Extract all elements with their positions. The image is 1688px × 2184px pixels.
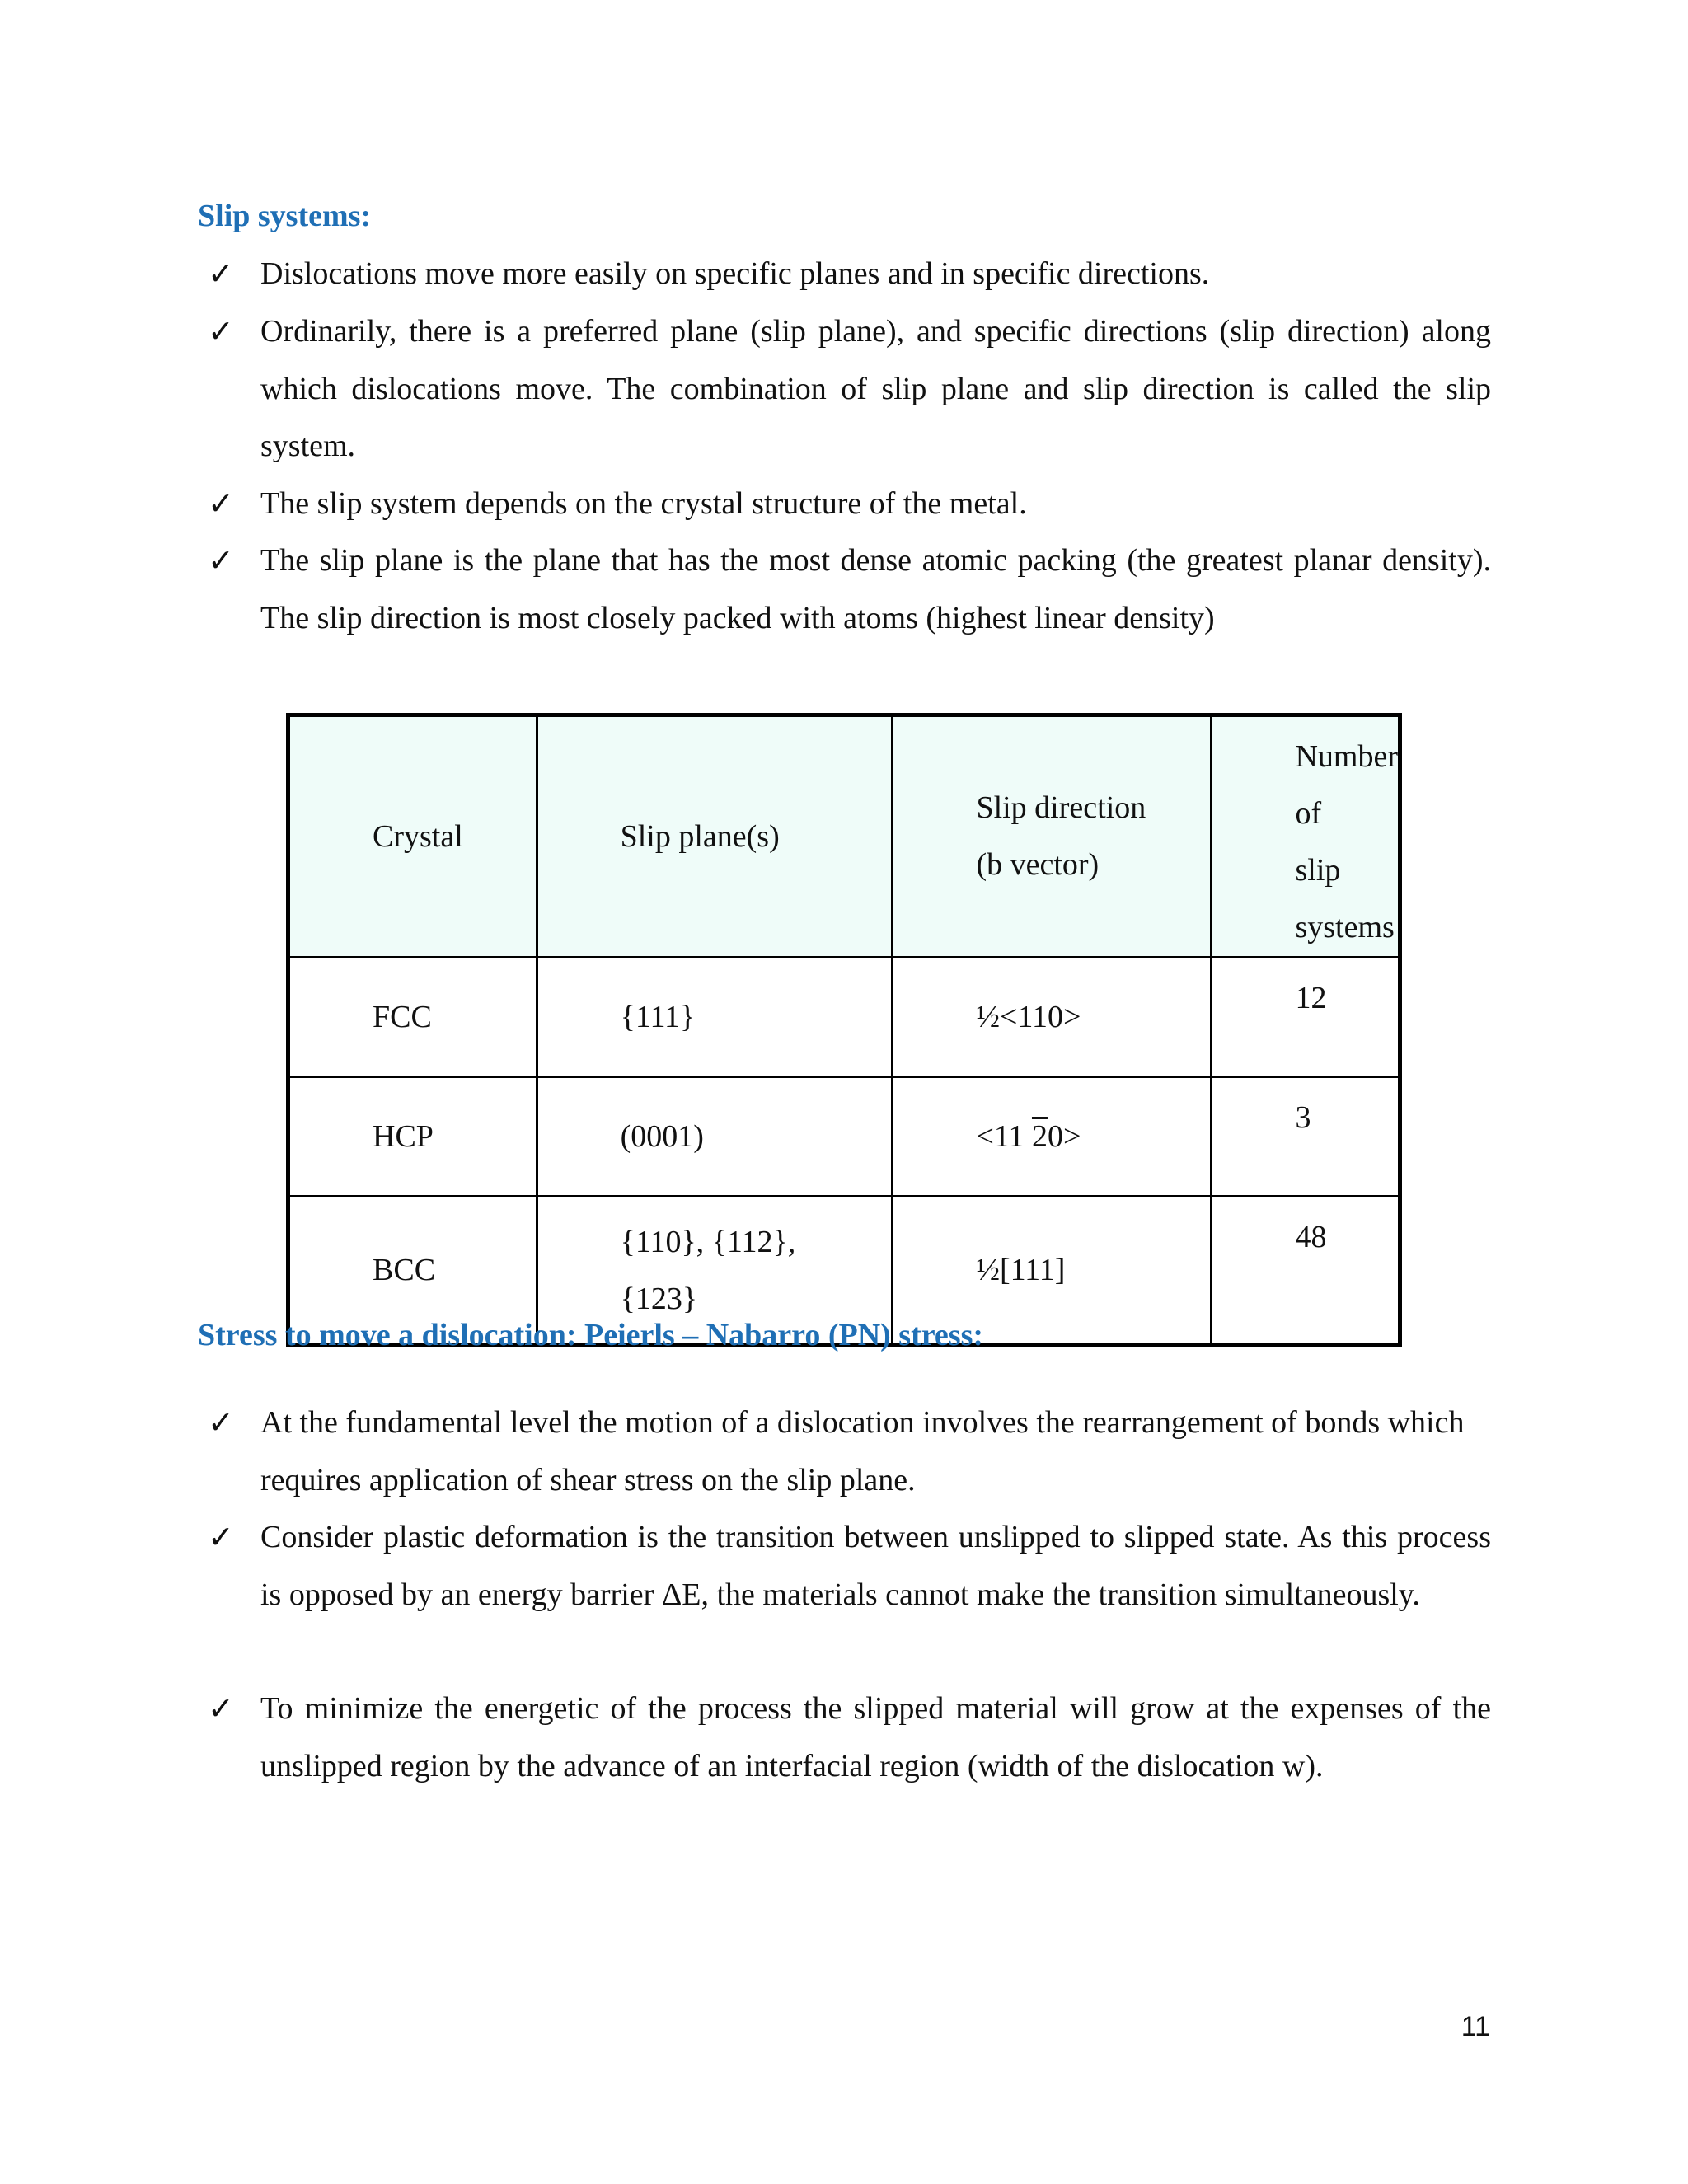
cell-num-systems: 3 <box>1212 1077 1400 1197</box>
slip-direction-part1: <11 <box>976 1118 1032 1154</box>
bullet-text: At the fundamental level the motion of a dislocation involves the rearrangement of bonds which requires application of shear stress on the slip plane. <box>260 1405 1465 1497</box>
slip-direction-part2: 0> <box>1047 1118 1081 1154</box>
cell-num-systems: 48 <box>1212 1197 1400 1346</box>
cell-slip-direction <box>893 1077 1212 1197</box>
section-heading-slip-systems: Slip systems: <box>198 199 372 233</box>
bullet-text: Consider plastic deformation is the transition between unslipped to slipped state. As this process is opposed by an energy barrier ΔE, the materials cannot make the transition simultaneously. <box>260 1520 1491 1612</box>
table-row <box>288 958 1400 1077</box>
check-icon: ✓ <box>208 487 234 522</box>
cell-slip-planes-line1: {110}, {112}, <box>620 1224 796 1259</box>
header-num-systems <box>1212 715 1400 958</box>
header-slip-planes: Slip plane(s) <box>537 715 893 958</box>
check-icon: ✓ <box>208 257 234 292</box>
header-slip-direction <box>893 715 1212 958</box>
check-icon: ✓ <box>208 544 234 579</box>
check-icon: ✓ <box>208 1692 234 1727</box>
header-num-systems-line1: Number of <box>1295 739 1398 831</box>
bullet-text: The slip system depends on the crystal structure of the metal. <box>260 486 1027 521</box>
bullet-text: The slip plane is the plane that has the most dense atomic packing (the greatest planar density). The slip direction is most closely packed with atoms (highest linear density) <box>260 543 1491 635</box>
bullet-text: To minimize the energetic of the process the slipped material will grow at the expenses of the unslipped region by the advance of an interfacial region (width of the dislocation w). <box>260 1691 1491 1783</box>
cell-slip-direction: ½[111] <box>893 1197 1212 1346</box>
cell-slip-planes: {111} <box>537 958 893 1077</box>
cell-slip-planes-line2: {123} <box>620 1281 698 1316</box>
table-row <box>288 1077 1400 1197</box>
page-number: 11 <box>1461 2011 1490 2042</box>
cell-crystal: BCC <box>288 1197 537 1346</box>
header-slip-direction-line1: Slip direction <box>976 790 1146 825</box>
header-slip-direction-line2: (b vector) <box>976 847 1100 882</box>
check-icon: ✓ <box>208 1521 234 1555</box>
section-heading-pn-stress: Stress to move a dislocation: Peierls – Nabarro (PN) stress: <box>198 1318 984 1352</box>
cell-slip-direction: ½<110> <box>893 958 1212 1077</box>
cell-crystal: HCP <box>288 1077 537 1197</box>
check-icon: ✓ <box>208 1406 234 1441</box>
header-num-systems-line2: slip systems <box>1295 853 1395 944</box>
check-icon: ✓ <box>208 315 234 349</box>
bullet-text: Ordinarily, there is a preferred plane (slip plane), and specific directions (slip direction) along which dislocations move. The combination of slip plane and slip direction is called the slip system. <box>260 314 1491 463</box>
table-header-row <box>288 715 1400 958</box>
bullet-text: Dislocations move more easily on specific planes and in specific directions. <box>260 256 1210 291</box>
slip-systems-table <box>286 713 1402 1347</box>
header-crystal: Crystal <box>288 715 537 958</box>
cell-crystal: FCC <box>288 958 537 1077</box>
slip-direction-bar-digit: 2 <box>1031 1118 1048 1154</box>
cell-slip-planes: (0001) <box>537 1077 893 1197</box>
cell-num-systems: 12 <box>1212 958 1400 1077</box>
